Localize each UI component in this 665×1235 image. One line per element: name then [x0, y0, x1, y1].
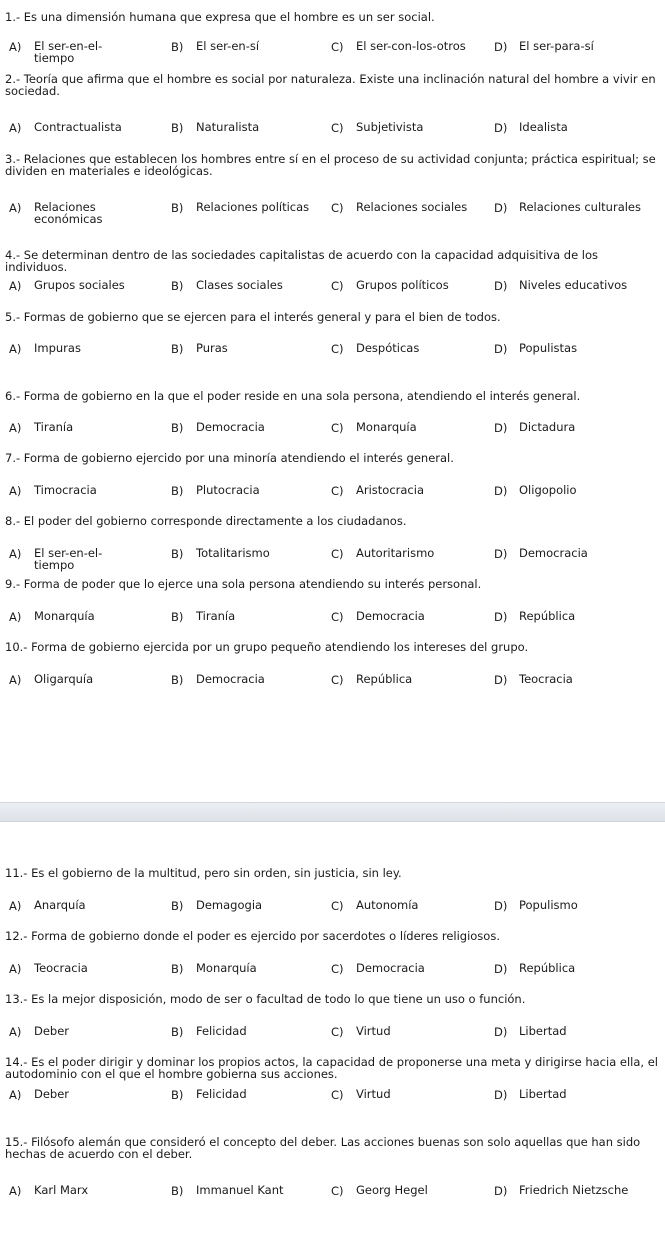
- question-text: 7.- Forma de gobierno ejercido por una minoría atendiendo el interés general.: [5, 451, 454, 465]
- option-c[interactable]: C) Virtud: [331, 1087, 391, 1102]
- option-a[interactable]: A) Impuras: [9, 341, 81, 356]
- option-c[interactable]: C) Aristocracia: [331, 483, 424, 498]
- question-text: 14.- Es el poder dirigir y dominar los propios actos, la capacidad de proponerse una meta y dirigirse hacia ella, el autodominio con el que el hombre gobierna sus acciones.: [5, 1055, 658, 1081]
- options-5: [9, 342, 659, 368]
- option-a[interactable]: A) Timocracia: [9, 483, 97, 498]
- option-b[interactable]: B) Monarquía: [171, 961, 257, 976]
- option-d[interactable]: D) Oligopolio: [494, 483, 577, 498]
- option-b[interactable]: B) Felicidad: [171, 1087, 247, 1102]
- option-a[interactable]: A) Relaciones económicas: [9, 200, 103, 226]
- option-d[interactable]: D) República: [494, 609, 576, 624]
- options-15: [9, 1184, 659, 1210]
- option-c[interactable]: C) Autoritarismo: [331, 546, 435, 561]
- question-text: 5.- Formas de gobierno que se ejercen para el interés general y para el bien de todos.: [5, 310, 501, 324]
- option-b[interactable]: B) Tiranía: [171, 609, 236, 624]
- options-13: [9, 1025, 659, 1051]
- option-c[interactable]: C) Democracia: [331, 609, 425, 624]
- option-c[interactable]: C) Democracia: [331, 961, 425, 976]
- option-d[interactable]: D) Libertad: [494, 1087, 567, 1102]
- question-12: [5, 930, 661, 942]
- options-3: [9, 201, 659, 227]
- question-1: [5, 11, 661, 23]
- option-b[interactable]: B) Puras: [171, 341, 228, 356]
- option-d[interactable]: D) Dictadura: [494, 420, 576, 435]
- question-text: 6.- Forma de gobierno en la que el poder reside en una sola persona, atendiendo el interés general.: [5, 389, 581, 403]
- options-14: [9, 1088, 659, 1114]
- option-c[interactable]: C) Autonomía: [331, 898, 419, 913]
- option-c[interactable]: C) Despóticas: [331, 341, 420, 356]
- question-3: [5, 153, 661, 177]
- question-11: [5, 867, 661, 879]
- question-text: 13.- Es la mejor disposición, modo de ser o facultad de todo lo que tiene un uso o función.: [5, 992, 526, 1006]
- option-d[interactable]: D) Populistas: [494, 341, 578, 356]
- option-b[interactable]: B) Clases sociales: [171, 278, 283, 293]
- option-b[interactable]: B) Democracia: [171, 420, 265, 435]
- question-text: 15.- Filósofo alemán que consideró el concepto del deber. Las acciones buenas son solo aquellas que han sido hechas de acuerdo con el deber.: [5, 1135, 641, 1161]
- option-c[interactable]: C) Virtud: [331, 1024, 391, 1039]
- options-4: [9, 279, 659, 305]
- option-c[interactable]: C) Monarquía: [331, 420, 417, 435]
- options-1: [9, 40, 659, 66]
- question-7: [5, 452, 661, 464]
- option-b[interactable]: B) Plutocracia: [171, 483, 260, 498]
- question-9: [5, 578, 661, 590]
- question-4: [5, 249, 661, 273]
- option-a[interactable]: A) Grupos sociales: [9, 278, 125, 293]
- options-8: [9, 547, 659, 573]
- option-d[interactable]: D) Teocracia: [494, 672, 573, 687]
- question-13: [5, 993, 661, 1005]
- option-a[interactable]: A) Oligarquía: [9, 672, 94, 687]
- question-text: 2.- Teoría que afirma que el hombre es social por naturaleza. Existe una inclinación natural del hombre a vivir en sociedad.: [5, 72, 656, 98]
- option-c[interactable]: C) República: [331, 672, 413, 687]
- option-c[interactable]: C) Subjetivista: [331, 120, 424, 135]
- question-text: 11.- Es el gobierno de la multitud, pero sin orden, sin justicia, sin ley.: [5, 866, 402, 880]
- question-8: [5, 515, 661, 527]
- question-text: 12.- Forma de gobierno donde el poder es ejercido por sacerdotes o líderes religiosos.: [5, 929, 500, 943]
- options-2: [9, 121, 659, 147]
- options-9: [9, 610, 659, 636]
- options-7: [9, 484, 659, 510]
- question-10: [5, 641, 661, 653]
- option-a[interactable]: A) Monarquía: [9, 609, 95, 624]
- question-text: 3.- Relaciones que establecen los hombres entre sí en el proceso de su actividad conjunta; práctica espiritual; se dividen en materiales e ideológicas.: [5, 152, 656, 178]
- option-d[interactable]: D) Democracia: [494, 546, 588, 561]
- option-d[interactable]: D) Friedrich Nietzsche: [494, 1183, 629, 1198]
- option-c[interactable]: C) Grupos políticos: [331, 278, 449, 293]
- option-a[interactable]: A) El ser-en-el-tiempo: [9, 546, 103, 572]
- option-a[interactable]: A) El ser-en-el-tiempo: [9, 39, 103, 65]
- option-c[interactable]: C) Relaciones sociales: [331, 200, 468, 215]
- option-a[interactable]: A) Contractualista: [9, 120, 122, 135]
- option-a[interactable]: A) Deber: [9, 1024, 70, 1039]
- option-c[interactable]: C) Georg Hegel: [331, 1183, 428, 1198]
- option-b[interactable]: B) Relaciones políticas: [171, 200, 310, 215]
- question-text: 10.- Forma de gobierno ejercida por un grupo pequeño atendiendo los intereses del grupo.: [5, 640, 529, 654]
- option-d[interactable]: D) Niveles educativos: [494, 278, 628, 293]
- option-d[interactable]: D) Idealista: [494, 120, 568, 135]
- question-text: 9.- Forma de poder que lo ejerce una sola persona atendiendo su interés personal.: [5, 577, 482, 591]
- option-b[interactable]: B) Immanuel Kant: [171, 1183, 284, 1198]
- question-text: 1.- Es una dimensión humana que expresa que el hombre es un ser social.: [5, 10, 435, 24]
- options-6: [9, 421, 659, 447]
- question-text: 8.- El poder del gobierno corresponde directamente a los ciudadanos.: [5, 514, 407, 528]
- option-d[interactable]: D) República: [494, 961, 576, 976]
- options-11: [9, 899, 659, 925]
- options-12: [9, 962, 659, 988]
- option-a[interactable]: A) Tiranía: [9, 420, 74, 435]
- question-15: [5, 1136, 661, 1160]
- option-b[interactable]: B) Totalitarismo: [171, 546, 270, 561]
- option-d[interactable]: D) El ser-para-sí: [494, 39, 594, 54]
- question-6: [5, 390, 661, 402]
- option-a[interactable]: A) Karl Marx: [9, 1183, 89, 1198]
- option-a[interactable]: A) Teocracia: [9, 961, 88, 976]
- option-b[interactable]: B) Demagogia: [171, 898, 263, 913]
- option-a[interactable]: A) Anarquía: [9, 898, 86, 913]
- option-c[interactable]: C) El ser-con-los-otros: [331, 39, 466, 54]
- option-d[interactable]: D) Libertad: [494, 1024, 567, 1039]
- option-b[interactable]: B) Naturalista: [171, 120, 260, 135]
- question-2: [5, 73, 661, 97]
- option-d[interactable]: D) Relaciones culturales: [494, 200, 641, 215]
- option-a[interactable]: A) Deber: [9, 1087, 70, 1102]
- question-text: 4.- Se determinan dentro de las sociedades capitalistas de acuerdo con la capacidad adquisitiva de los individuos.: [5, 248, 599, 274]
- options-10: [9, 673, 659, 699]
- option-b[interactable]: B) Democracia: [171, 672, 265, 687]
- question-5: [5, 311, 661, 323]
- option-b[interactable]: B) Felicidad: [171, 1024, 247, 1039]
- page-break-divider: [0, 802, 665, 822]
- option-d[interactable]: D) Populismo: [494, 898, 578, 913]
- question-14: [5, 1056, 661, 1080]
- option-b[interactable]: B) El ser-en-sí: [171, 39, 260, 54]
